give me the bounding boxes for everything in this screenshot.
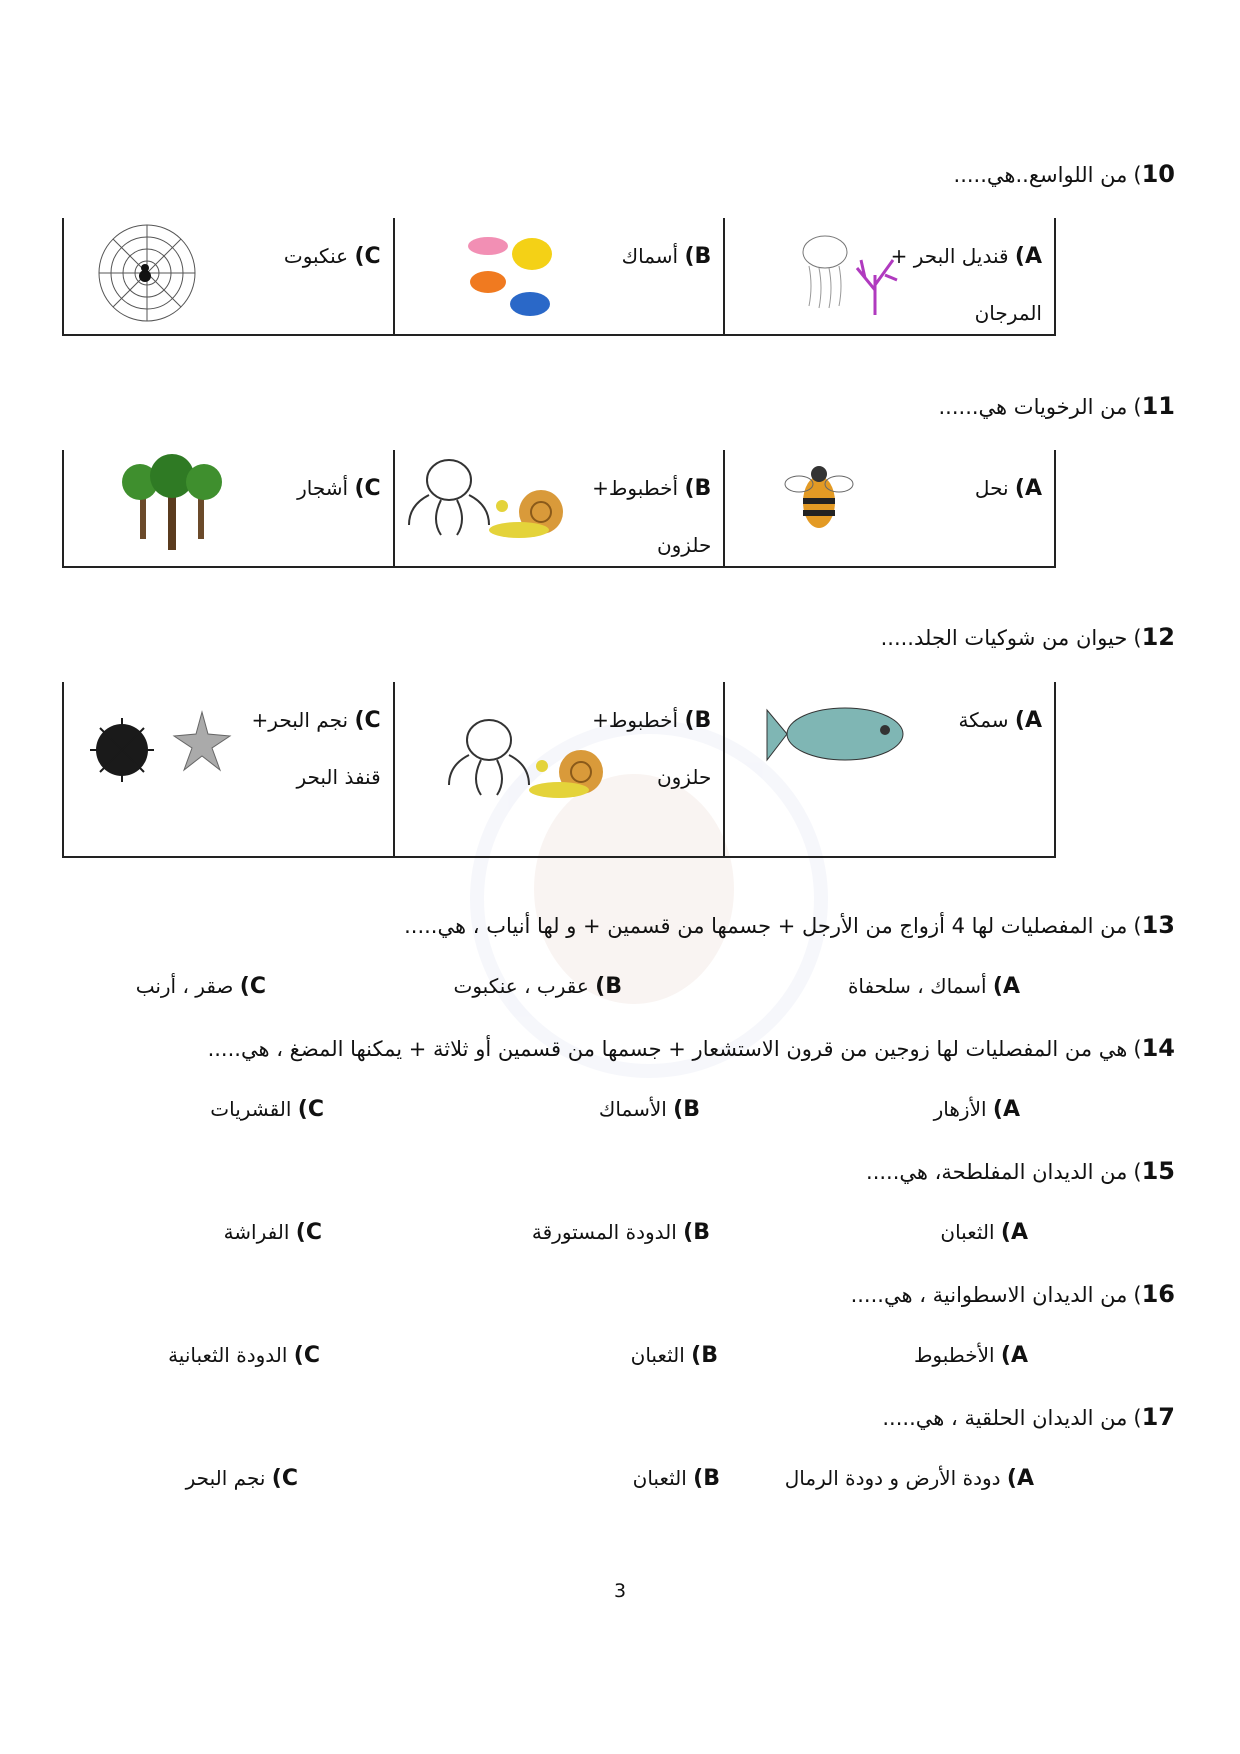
option-text: الدودة الثعبانية — [168, 1343, 288, 1367]
option-letter: B) — [684, 708, 712, 733]
q15-option-a[interactable] — [940, 1220, 1028, 1245]
q12-option-a[interactable] — [724, 682, 1055, 857]
question-number: 14 — [1141, 1034, 1175, 1062]
question-13 — [404, 911, 1175, 939]
option-letter: B) — [684, 476, 712, 501]
paren: ) — [1133, 1160, 1142, 1184]
q11-option-a[interactable] — [724, 450, 1055, 567]
octopus-snail-icon — [439, 710, 614, 810]
paren: ) — [1133, 1283, 1142, 1307]
option-text-line2: حلزون — [656, 533, 712, 557]
option-letter: A) — [992, 974, 1020, 999]
option-text: دودة الأرض و دودة الرمال — [784, 1466, 1001, 1490]
question-number: 12 — [1141, 623, 1175, 651]
question-text: من الديدان المفلطحة، هي..... — [866, 1160, 1128, 1184]
question-text: من الرخويات هي...... — [938, 395, 1128, 419]
option-letter: C) — [239, 974, 266, 999]
option-letter: C) — [295, 1220, 322, 1245]
option-letter: A) — [1014, 476, 1042, 501]
q16-option-b[interactable] — [631, 1343, 718, 1368]
option-letter: B) — [673, 1097, 700, 1122]
question-text: حيوان من شوكيات الجلد..... — [880, 626, 1128, 650]
option-letter: C) — [354, 476, 381, 501]
starfish-sea-urchin-icon — [82, 704, 232, 784]
option-text: الدودة المستورقة — [531, 1220, 677, 1244]
option-text: أسماك ، سلحفاة — [847, 974, 987, 998]
q16-option-a[interactable] — [914, 1343, 1028, 1368]
paren: ) — [1133, 395, 1142, 419]
option-text: عنكبوت — [283, 244, 349, 268]
q11-option-c[interactable] — [63, 450, 394, 567]
q12-option-b[interactable] — [394, 682, 725, 857]
option-text: الثعبان — [940, 1220, 995, 1244]
option-letter: A) — [992, 1097, 1020, 1122]
option-text: سمكة — [958, 708, 1009, 732]
option-text: صقر ، أرنب — [135, 974, 234, 998]
question-15 — [866, 1157, 1175, 1185]
option-text-line2: حلزون — [656, 765, 712, 789]
jellyfish-coral-icon — [795, 230, 905, 320]
question-text: من المفصليات لها 4 أزواج من الأرجل + جسمها من قسمين + و لها أنياب ، هي..... — [404, 914, 1128, 938]
option-text: الأخطبوط — [913, 1343, 995, 1367]
q17-option-c[interactable] — [186, 1466, 298, 1491]
option-letter: B) — [691, 1343, 718, 1368]
q11-option-b[interactable] — [394, 450, 725, 567]
option-letter: C) — [354, 244, 381, 269]
question-number: 15 — [1141, 1157, 1175, 1185]
q13-option-a[interactable] — [848, 974, 1020, 999]
option-text: الثعبان — [630, 1343, 685, 1367]
question-10 — [954, 160, 1175, 188]
spider-web-icon — [92, 218, 202, 328]
q14-option-c[interactable] — [210, 1097, 324, 1122]
question-16 — [851, 1280, 1175, 1308]
option-text: قنديل البحر + — [890, 244, 1009, 268]
paren: ) — [1133, 1037, 1142, 1061]
question-14 — [208, 1034, 1175, 1062]
question-17 — [882, 1403, 1175, 1431]
question-number: 13 — [1141, 911, 1175, 939]
page-number: 3 — [613, 1580, 627, 1602]
option-text: أشجار — [297, 476, 349, 500]
option-letter: A) — [1000, 1220, 1028, 1245]
q15-option-c[interactable] — [224, 1220, 322, 1245]
option-text: الأزهار — [933, 1097, 987, 1121]
paren: ) — [1133, 626, 1142, 650]
q12-option-c[interactable] — [63, 682, 394, 857]
q17-option-a[interactable] — [785, 1466, 1034, 1491]
q17-option-b[interactable] — [633, 1466, 720, 1491]
q10-options-table — [62, 218, 1056, 336]
question-text: من الديدان الاسطوانية ، هي..... — [850, 1283, 1128, 1307]
q10-option-c[interactable] — [63, 218, 394, 335]
q14-option-b[interactable] — [599, 1097, 700, 1122]
option-letter: C) — [293, 1343, 320, 1368]
question-text: هي من المفصليات لها زوجين من قرون الاستشعار + جسمها من قسمين أو ثلاثة + يمكنها المضغ ، هي..... — [207, 1037, 1128, 1061]
question-12 — [881, 623, 1175, 651]
bee-icon — [777, 454, 862, 539]
option-text: نحل — [974, 476, 1009, 500]
paren: ) — [1133, 914, 1142, 938]
question-number: 10 — [1141, 160, 1175, 188]
option-text-line2: قنفذ البحر — [296, 765, 381, 789]
option-letter: B) — [595, 974, 622, 999]
option-letter: A) — [1014, 708, 1042, 733]
q10-option-b[interactable] — [394, 218, 725, 335]
question-number: 17 — [1141, 1403, 1175, 1431]
question-number: 11 — [1141, 392, 1175, 420]
option-text: أسماك — [621, 244, 679, 268]
option-text: نجم البحر — [185, 1466, 266, 1490]
question-text: من الديدان الحلقية ، هي..... — [882, 1406, 1128, 1430]
option-letter: C) — [271, 1466, 298, 1491]
q16-option-c[interactable] — [168, 1343, 320, 1368]
q11-options-table — [62, 450, 1056, 568]
q13-option-b[interactable] — [454, 974, 623, 999]
option-letter: A) — [1000, 1343, 1028, 1368]
q10-option-a[interactable] — [724, 218, 1055, 335]
option-letter: C) — [297, 1097, 324, 1122]
q13-option-c[interactable] — [136, 974, 266, 999]
option-letter: B) — [683, 1220, 710, 1245]
fish-icon — [765, 690, 915, 776]
option-text: الثعبان — [632, 1466, 687, 1490]
question-number: 16 — [1141, 1280, 1175, 1308]
q14-option-a[interactable] — [934, 1097, 1020, 1122]
fish-group-icon — [460, 228, 560, 323]
option-text: الأسماك — [598, 1097, 667, 1121]
option-letter: A) — [1006, 1466, 1034, 1491]
option-text: أخطبوط+ — [592, 708, 679, 732]
question-text: من اللواسع..هي..... — [953, 163, 1128, 187]
option-text-line2: المرجان — [974, 301, 1042, 325]
paren: ) — [1133, 163, 1142, 187]
option-letter: B) — [693, 1466, 720, 1491]
option-letter: A) — [1014, 244, 1042, 269]
option-text: أخطبوط+ — [592, 476, 679, 500]
trees-icon — [116, 454, 231, 554]
q12-options-table — [62, 682, 1056, 858]
option-letter: B) — [684, 244, 712, 269]
option-text: القشريات — [210, 1097, 292, 1121]
option-letter: C) — [354, 708, 381, 733]
option-text: الفراشة — [223, 1220, 290, 1244]
paren: ) — [1133, 1406, 1142, 1430]
question-11 — [939, 392, 1176, 420]
option-text: عقرب ، عنكبوت — [453, 974, 589, 998]
option-text: نجم البحر+ — [251, 708, 349, 732]
octopus-snail-icon — [399, 450, 574, 550]
q15-option-b[interactable] — [532, 1220, 710, 1245]
